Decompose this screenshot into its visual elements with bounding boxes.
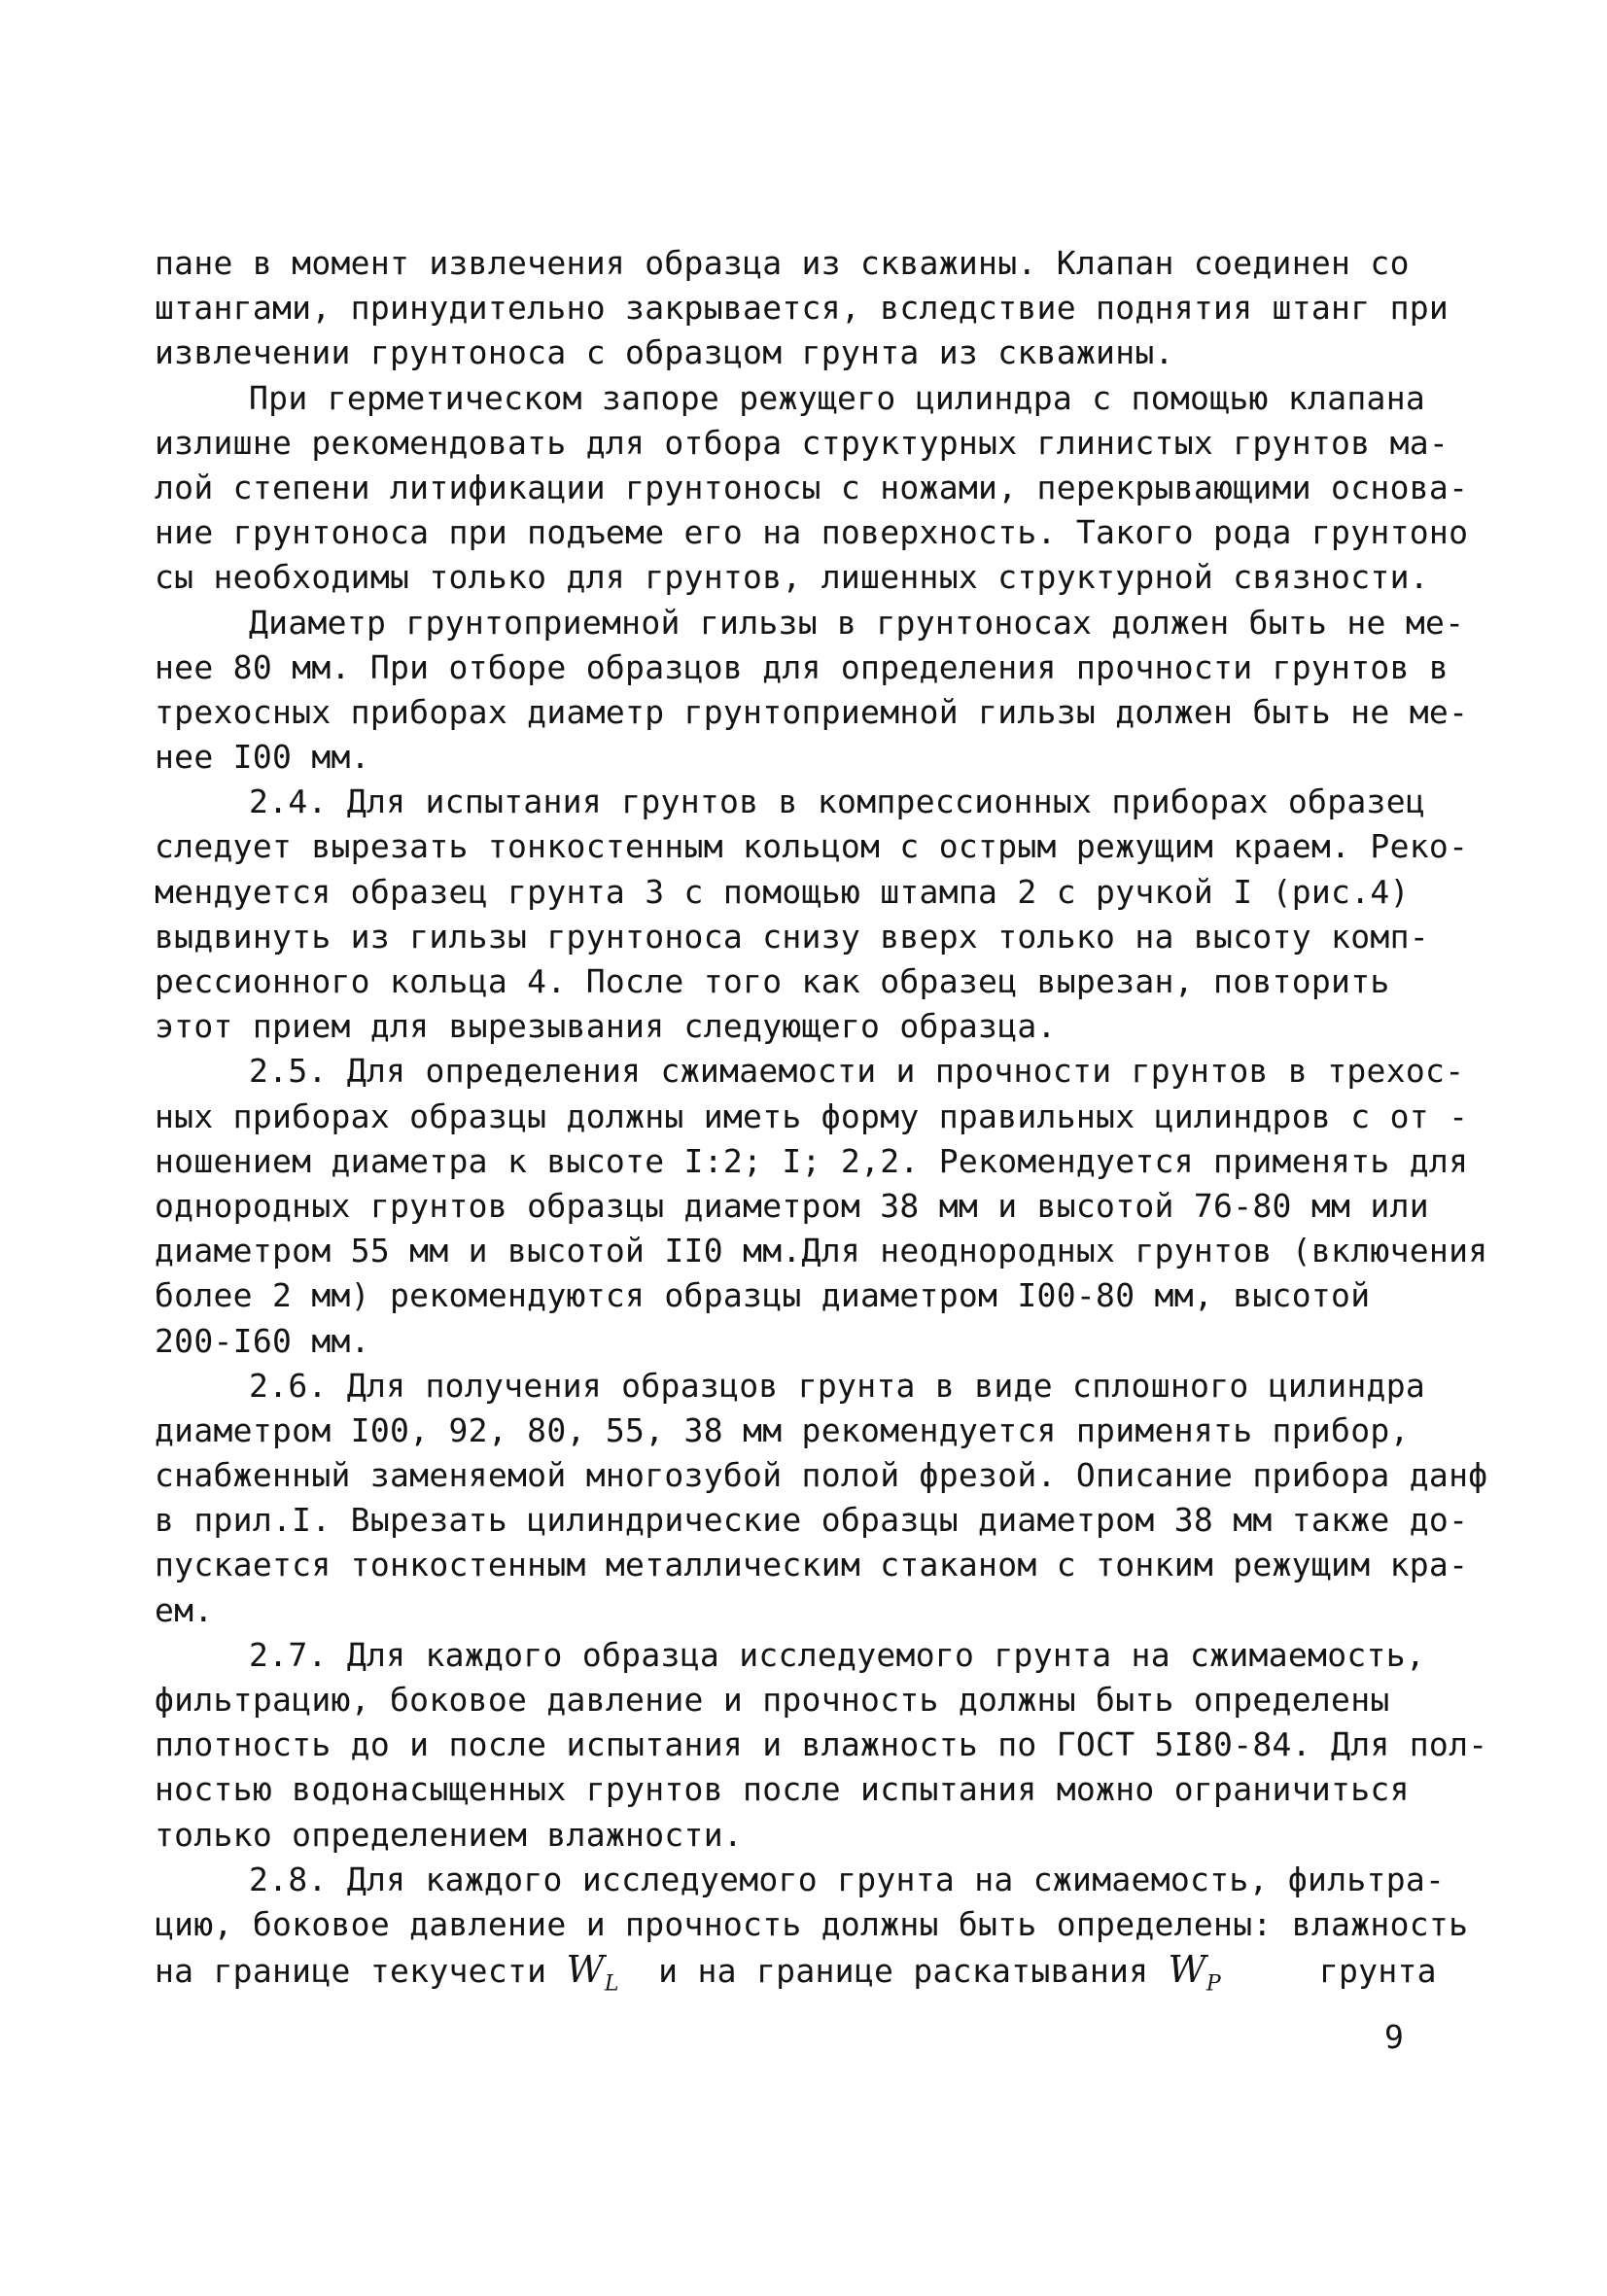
section-2-7-start: 2.7. Для каждого образца исследуемого грунта на сжимаемость, (249, 1635, 1426, 1674)
text-line: нее 80 мм. При отборе образцов для определения прочности грунтов в (155, 647, 1450, 686)
text-line: трехосных приборах диаметр грунтоприемной гильзы должен быть не ме- (155, 692, 1469, 731)
last-line-part-2: и на границе раскатывания (618, 1952, 1169, 1991)
section-2-4-start: 2.4. Для испытания грунтов в компрессионных приборах образец (249, 783, 1426, 821)
text-line: 200-I60 мм. (155, 1321, 370, 1360)
page-number: 9 (1384, 2018, 1404, 2056)
section-2-6-start: 2.6. Для получения образцов грунта в виде сплошного цилиндра (249, 1366, 1426, 1405)
text-line: только определением влажности. (155, 1815, 744, 1854)
text-line: ние грунтоноса при подъеме его на поверхность. Такого рода грунтоно (155, 513, 1469, 552)
text-line: сы необходимы только для грунтов, лишенных структурной связности. (155, 558, 1429, 597)
section-2-5-start: 2.5. Для определения сжимаемости и прочности грунтов в трехос- (249, 1052, 1465, 1091)
text-line: следует вырезать тонкостенным кольцом с острым режущим краем. Реко- (155, 827, 1469, 866)
text-line: нее I00 мм. (155, 738, 370, 777)
text-line: этот прием для вырезывания следующего образца. (155, 1007, 1057, 1046)
text-line: мендуется образец грунта 3 с помощью штампа 2 с ручкой I (рис.4) (155, 872, 1410, 911)
text-line: выдвинуть из гильзы грунтоноса снизу вверх только на высоту комп- (155, 917, 1429, 956)
text-line: плотность до и после испытания и влажность по ГОСТ 5I80-84. Для пол- (155, 1725, 1488, 1764)
text-line: более 2 мм) рекомендуются образцы диаметром I00-80 мм, высотой (155, 1276, 1371, 1315)
text-line: излишне рекомендовать для отбора структурных глинистых грунтов ма- (155, 423, 1450, 462)
text-line: снабженный заменяемой многозубой полой фрезой. Описание прибора данф (155, 1456, 1488, 1495)
text-line: однородных грунтов образцы диаметром 38 мм и высотой 76-80 мм или (155, 1186, 1429, 1225)
section-2-8-start: 2.8. Для каждого исследуемого грунта на сжимаемость, фильтра- (249, 1860, 1446, 1898)
text-line: штангами, принудительно закрывается, вследствие поднятия штанг при (155, 289, 1450, 328)
body-text (155, 241, 1488, 1997)
plastic-limit-symbol: $W_P$ (1168, 1948, 1221, 1997)
paragraph-start-line: При герметическом запоре режущего цилиндра с помощью клапана (249, 378, 1426, 417)
text-line: фильтрацию, боковое давление и прочность должны быть определены (155, 1681, 1390, 1719)
text-line: ностью водонасыщенных грунтов после испытания можно ограничиться (155, 1770, 1410, 1809)
paragraph-start-line: Диаметр грунтоприемной гильзы в грунтоносах должен быть не ме- (249, 603, 1465, 642)
text-line: рессионного кольца 4. После того как образец вырезан, повторить (155, 962, 1390, 1000)
text-line: пане в момент извлечения образца из скважины. Клапан соединен со (155, 244, 1410, 282)
last-line-part-3: грунта (1220, 1952, 1437, 1991)
text-line: цию, боковое давление и прочность должны быть определены: влажность (155, 1904, 1469, 1943)
text-line: диаметром I00, 92, 80, 55, 38 мм рекомендуется применять прибор, (155, 1410, 1410, 1449)
text-line: в прил.I. Вырезать цилиндрические образцы диаметром 38 мм также до- (155, 1501, 1469, 1540)
text-line: ных приборах образцы должны иметь форму правильных цилиндров с от - (155, 1096, 1469, 1135)
text-line: извлечении грунтоноса с образцом грунта из скважины. (155, 333, 1174, 372)
text-line: пускается тонкостенным металлическим стаканом с тонким режущим кра- (155, 1546, 1469, 1584)
text-line: ем. (155, 1590, 214, 1629)
last-line-part-1: на границе текучести (155, 1952, 567, 1991)
liquid-limit-symbol: $W_L$ (566, 1948, 619, 1997)
last-text-line (155, 1947, 1437, 1997)
text-line: ношением диаметра к высоте I:2; I; 2,2. Рекомендуется применять для (155, 1141, 1469, 1180)
text-line: лой степени литификации грунтоносы с ножами, перекрывающими основа- (155, 468, 1469, 506)
text-line: диаметром 55 мм и высотой II0 мм.Для неоднородных грунтов (включения (155, 1232, 1488, 1270)
